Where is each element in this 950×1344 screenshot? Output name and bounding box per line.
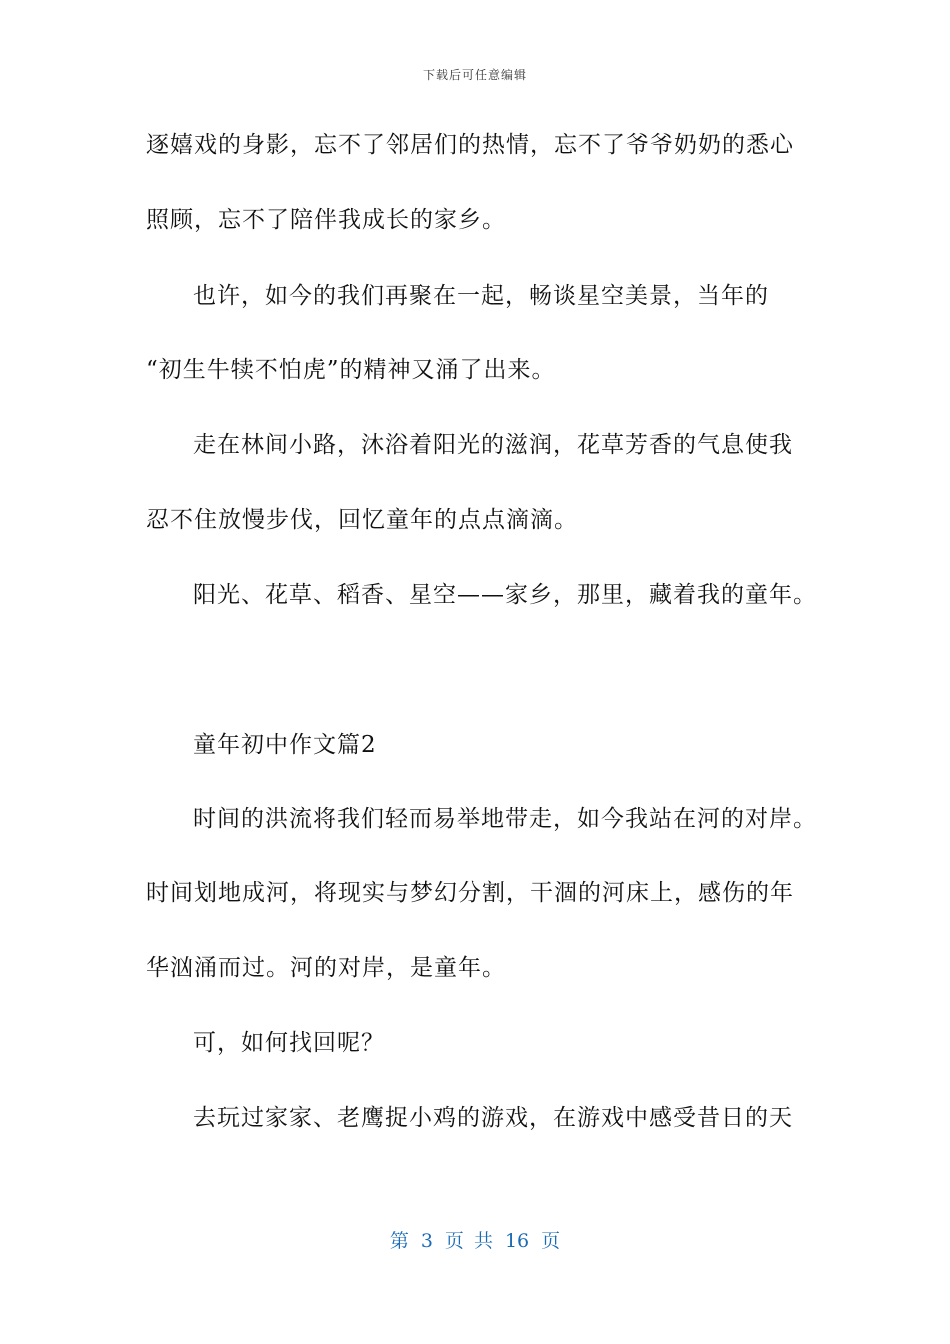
paragraph-line: 华汹涌而过。河的对岸，是童年。 bbox=[146, 955, 506, 981]
paragraph-line: 时间划地成河，将现实与梦幻分割，干涸的河床上，感伤的年 bbox=[146, 880, 794, 906]
footer-total-pages: 16 bbox=[504, 1230, 530, 1252]
footer-middle: 页 共 bbox=[444, 1230, 493, 1252]
footer-prefix: 第 bbox=[389, 1230, 409, 1252]
paragraph-line: 忍不住放慢步伐，回忆童年的点点滴滴。 bbox=[146, 507, 578, 533]
paragraph-line: 走在林间小路，沐浴着阳光的滋润，花草芳香的气息使我 bbox=[193, 432, 793, 458]
paragraph-line: “初生牛犊不怕虎”的精神又涌了出来。 bbox=[146, 357, 556, 383]
paragraph-line: 可，如何找回呢？ bbox=[193, 1030, 385, 1056]
page-footer bbox=[0, 1226, 950, 1253]
paragraph-line: 时间的洪流将我们轻而易举地带走，如今我站在河的对岸。 bbox=[193, 806, 817, 832]
paragraph-line: 也许，如今的我们再聚在一起，畅谈星空美景，当年的 bbox=[193, 283, 769, 309]
paragraph-line: 照顾，忘不了陪伴我成长的家乡。 bbox=[146, 207, 506, 233]
paragraph-line: 去玩过家家、老鹰捉小鸡的游戏，在游戏中感受昔日的天 bbox=[193, 1105, 793, 1131]
footer-current-page: 3 bbox=[420, 1230, 433, 1252]
section-heading: 童年初中作文篇2 bbox=[193, 732, 377, 758]
footer-suffix: 页 bbox=[541, 1230, 561, 1252]
page-header: 下载后可任意编辑 bbox=[422, 68, 527, 82]
paragraph-line: 逐嬉戏的身影，忘不了邻居们的热情，忘不了爷爷奶奶的悉心 bbox=[146, 132, 794, 158]
paragraph-line: 阳光、花草、稻香、星空——家乡，那里，藏着我的童年。 bbox=[193, 582, 817, 608]
